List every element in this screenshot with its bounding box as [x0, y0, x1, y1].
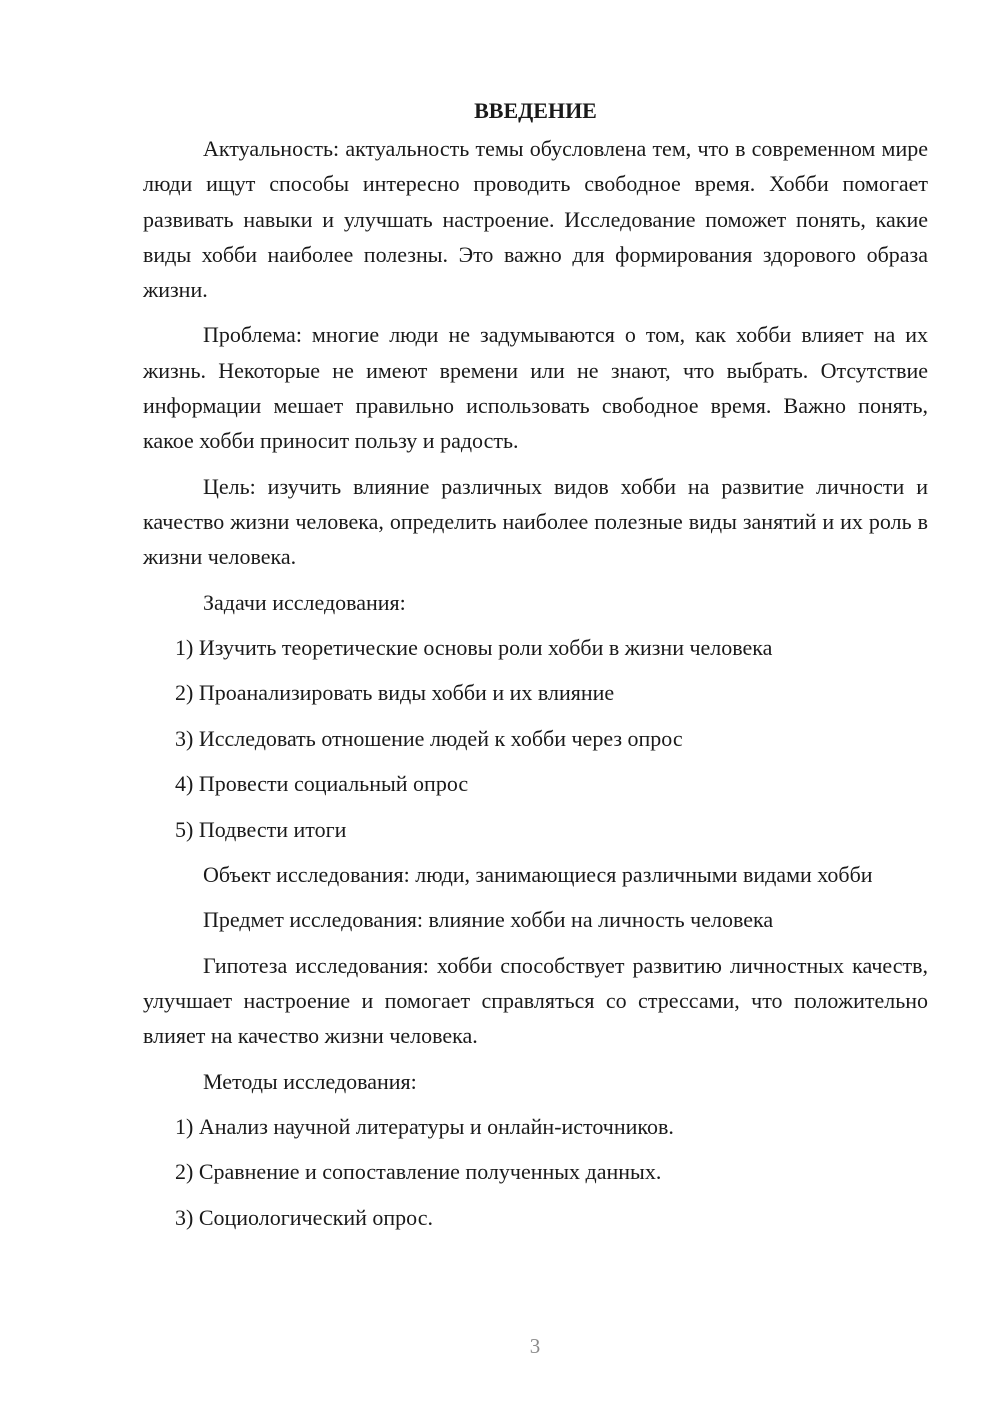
task-item: 5) Подвести итоги	[175, 816, 347, 842]
page-title: ВВЕДЕНИЕ	[474, 98, 597, 123]
goal-paragraph: Цель: изучить влияние различных видов хобби на развитие личности и качество жизни человека, определить наиболее полезные виды занятий и их роль в жизни человека.	[143, 473, 928, 570]
page-number: 3	[529, 1334, 541, 1358]
task-item: 1) Изучить теоретические основы роли хобби в жизни человека	[175, 634, 773, 660]
object-paragraph: Объект исследования: люди, занимающиеся различными видами хобби	[203, 862, 873, 888]
subject-paragraph: Предмет исследования: влияние хобби на личность человека	[203, 907, 774, 933]
tasks-list	[143, 630, 928, 847]
problem-paragraph: Проблема: многие люди не задумываются о том, как хобби влияет на их жизнь. Некоторые не имеют времени или не знают, что выбрать. Отсутствие информации мешает правильно использовать свободное время. Важно понять, какое хобби приносит пользу и радость.	[143, 322, 928, 454]
task-item: 2) Проанализировать виды хобби и их влияние	[175, 680, 615, 706]
page-content	[143, 93, 928, 1245]
methods-heading: Методы исследования:	[203, 1068, 417, 1094]
methods-list	[143, 1109, 928, 1235]
method-item: 1) Анализ научной литературы и онлайн-источников.	[175, 1113, 674, 1139]
task-item: 3) Исследовать отношение людей к хобби через опрос	[175, 725, 683, 751]
tasks-heading: Задачи исследования:	[203, 589, 406, 615]
method-item: 3) Социологический опрос.	[175, 1204, 433, 1230]
relevance-paragraph: Актуальность: актуальность темы обусловлена тем, что в современном мире люди ищут способы интересно проводить свободное время. Хобби помогает развивать навыки и улучшать настроение. Исследование поможет понять, какие виды хобби наиболее полезны. Это важно для формирования здорового образа жизни.	[143, 136, 928, 303]
method-item: 2) Сравнение и сопоставление полученных данных.	[175, 1159, 662, 1185]
task-item: 4) Провести социальный опрос	[175, 771, 469, 797]
hypothesis-paragraph: Гипотеза исследования: хобби способствует развитию личностных качеств, улучшает настроение и помогает справляться со стрессами, что положительно влияет на качество жизни человека.	[143, 952, 928, 1049]
